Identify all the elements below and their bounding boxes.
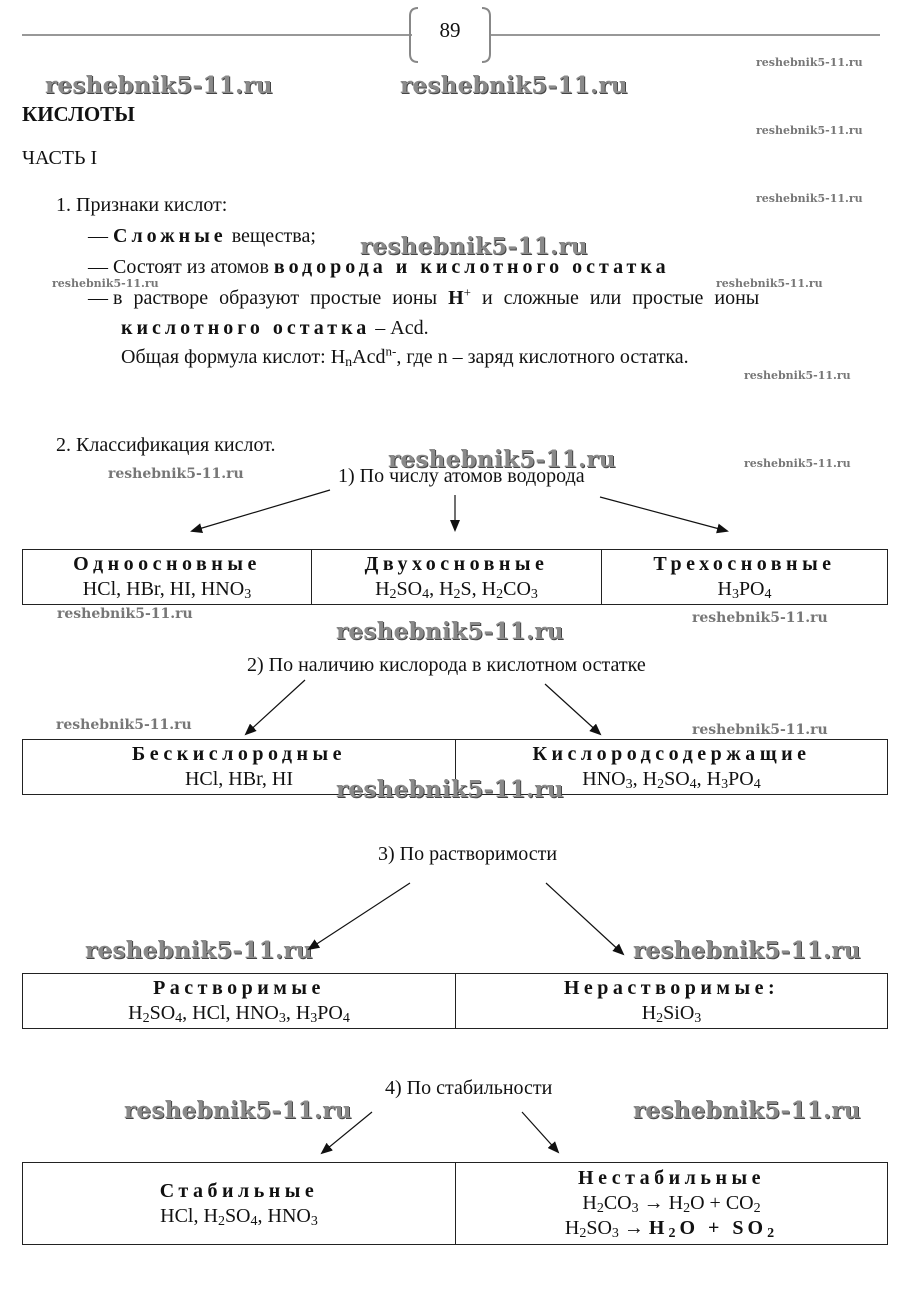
watermark: reshebnik5-11.ru [336, 618, 564, 645]
part-label: ЧАСТЬ I [22, 147, 98, 169]
arrow-insoluble [546, 883, 623, 954]
cell-dibasic: Двухосновные $H_2SO_4$, $H_2S$, $H_2CO_3$ [312, 550, 602, 605]
classification-1-table [22, 549, 888, 605]
watermark: reshebnik5-11.ru [744, 369, 851, 382]
watermark: reshebnik5-11.ru [756, 124, 863, 137]
sign-item-2: — Состоят из атомов водорода и кислотного остатка [88, 256, 670, 278]
watermark: reshebnik5-11.ru [57, 606, 193, 622]
watermark: reshebnik5-11.ru [633, 1097, 861, 1124]
page-title: КИСЛОТЫ [22, 102, 135, 126]
section2-heading: 2. Классификация кислот. [56, 434, 276, 456]
watermark: reshebnik5-11.ru [124, 1097, 352, 1124]
cell-tribasic: Трехосновные $H_3PO_4$ [602, 550, 888, 605]
sign-item-3-cont: кислотного остатка – Acd. [121, 317, 429, 339]
watermark: reshebnik5-11.ru [85, 937, 313, 964]
cell-oxygen-free: Бескислородные HCl, HBr, HI [23, 740, 456, 795]
watermark: reshebnik5-11.ru [756, 56, 863, 69]
watermark: reshebnik5-11.ru [756, 192, 863, 205]
arrow-oxygen-free [246, 680, 305, 734]
section1-heading: 1. Признаки кислот: [56, 194, 228, 216]
watermark: reshebnik5-11.ru [692, 722, 828, 738]
arrow-monobasic [192, 490, 330, 531]
sign-item-3: — в растворе образуют простые ионы Н+ и сложные или простые ионы [88, 284, 760, 309]
classification-4-label: 4) По стабильности [385, 1077, 553, 1099]
watermark: reshebnik5-11.ru [336, 776, 564, 803]
page-number: 89 [439, 18, 461, 42]
watermark: reshebnik5-11.ru [360, 233, 588, 260]
watermark: reshebnik5-11.ru [400, 72, 628, 99]
classification-3-table [22, 973, 888, 1029]
arrow-tribasic [600, 497, 727, 531]
cell-unstable: Нестабильные $H_2CO_3 \to H_2O + CO_2$ $H_2SO_3 \to H_2O + SO_2$ [456, 1163, 888, 1245]
cell-stable: Стабильные HCl, $H_2SO_4$, $HNO_3$ [23, 1163, 456, 1245]
watermark: reshebnik5-11.ru [52, 277, 159, 290]
cell-insoluble: Нерастворимые: $H_2SiO_3$ [456, 974, 888, 1029]
watermark: reshebnik5-11.ru [633, 937, 861, 964]
cell-soluble: Растворимые $H_2SO_4$, HCl, $HNO_3$, $H_3PO_4$ [23, 974, 456, 1029]
classification-2-label: 2) По наличию кислорода в кислотном остатке [247, 654, 646, 676]
arrow-unstable [522, 1112, 558, 1152]
watermark: reshebnik5-11.ru [388, 446, 616, 473]
watermark: reshebnik5-11.ru [56, 717, 192, 733]
arrow-oxygen-containing [545, 684, 600, 734]
watermark: reshebnik5-11.ru [692, 610, 828, 626]
cell-oxygen-containing: Кислородсодержащие $HNO_3$, $H_2SO_4$, $H_3PO_4$ [456, 740, 888, 795]
watermark: reshebnik5-11.ru [108, 466, 244, 482]
classification-1-label: 1) По числу атомов водорода [338, 465, 585, 487]
watermark: reshebnik5-11.ru [744, 457, 851, 470]
arrow-soluble [309, 883, 410, 949]
watermark: reshebnik5-11.ru [716, 277, 823, 290]
arrow-stable [322, 1112, 372, 1153]
watermark: reshebnik5-11.ru [45, 72, 273, 99]
general-formula: Общая формула кислот: $H_nAcd^{n-}$, где n – заряд кислотного остатка. [121, 343, 689, 370]
classification-4-table [22, 1162, 888, 1245]
sign-item-1: — Сложные вещества; [88, 225, 316, 247]
classification-3-label: 3) По растворимости [378, 843, 558, 865]
cell-monobasic: Одноосновные HCl, HBr, HI, $HNO_3$ [23, 550, 312, 605]
